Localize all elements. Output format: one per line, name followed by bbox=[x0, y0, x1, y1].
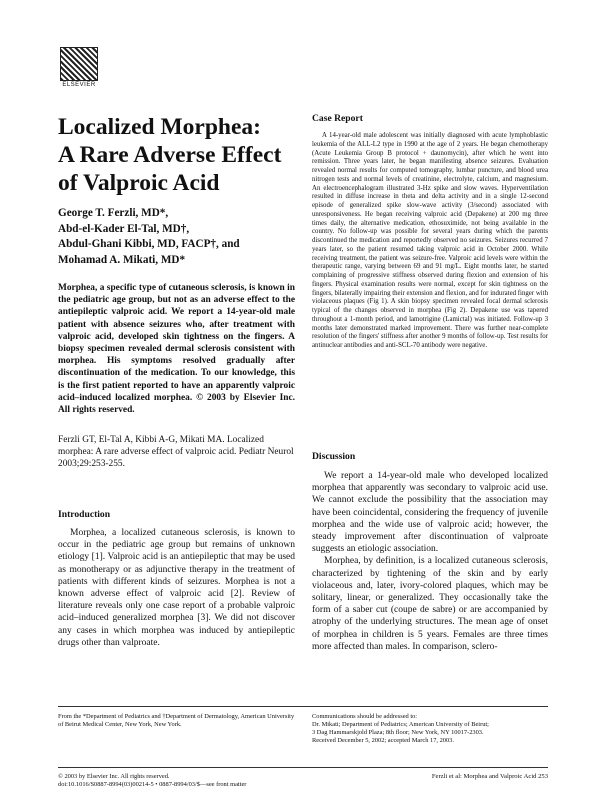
discussion-paragraph-1: We report a 14-year-old male who developed localized morphea that apparently was secondary to valproic acid use. We cannot exclude the possibility that the association may have been coincidental, considering the frequency of juvenile morphea and the wide use of valproic acid; however, the steady improvement after discontinuation of valproate suggests an etiologic association. bbox=[312, 471, 548, 555]
elsevier-tree-icon bbox=[60, 47, 98, 81]
title-line-1: Localized Morphea: bbox=[58, 114, 261, 140]
affiliation-footnote: From the *Department of Pediatrics and †Department of Dermatology, American University of Beirut Medical Center, New York, New York. bbox=[58, 713, 295, 728]
correspondence-line-4: Received December 5, 2002; accepted March 17, 2003. bbox=[312, 737, 454, 744]
case-report-text: A 14-year-old male adolescent was initially diagnosed with acute lymphoblastic leukemia of the ALL-L2 type in 1990 at the age of 2 years. He began chemotherapy (Acute Leukemia Group B protocol + daunomycin), after which he went into remission. Three years later, he began manifesting absence seizures. Evaluation revealed normal results for computed tomography, lumbar puncture, and blood urea nitrogen tests and normal levels of creatinine, electrolyte, calcium, and magnesium. An electroencephalogram illustrated 3-Hz spike and slow waves. Hyperventilation resulted in diffuse increase in theta and delta activity and in a single 12-second episode of generalized spike slow-wave activity (3/second) associated with unresponsiveness. He began receiving valproic acid (Depakene) at 200 mg three times daily, the alternative medication, ethosuximide, not being available in the country. No follow-up was possible for several years during which the parents discontinued the medication and reportedly observed no seizures. Seizures recurred 7 years later, so the patient resumed taking valproic acid in October 2000. While receiving treatment, the patient was seizure-free. Valproic acid levels were within the therapeutic range, varying between 69 and 91 mg/L. Eight months later, he started complaining of progressive stiffness observed during flexion and extension of his fingers. Physical examination results were normal, except for skin tightness on the fingers, bilaterally impairing their extension and flexion, and for indurated finger with violaceous plaques (Fig 1). A skin biopsy specimen revealed focal dermal sclerosis typical of the changes observed in morphea (Fig 2). Depakene use was tapered throughout a 1-month period, and lamotrigine (Lamictal) was initiated. Follow-up 3 months later demonstrated marked improvement. There was further near-complete resolution of the fingers' stiffness after another 9 months of follow-up. Test results for antinuclear antibodies and anti-SCL-70 antibody were negative. bbox=[312, 132, 548, 349]
author-3: Abdul-Ghani Kibbi, MD, FACP†, and bbox=[58, 238, 240, 250]
citation: Ferzli GT, El-Tal A, Kibbi A-G, Mikati MA. Localized morphea: A rare adverse effect of valproic acid. Pediatr Neurol 2003;29:253-255. bbox=[58, 435, 294, 470]
title-line-3: of Valproic Acid bbox=[58, 170, 220, 196]
author-list bbox=[58, 206, 308, 268]
copyright-footer bbox=[58, 773, 358, 789]
correspondence-line-1: Communications should be addressed to: bbox=[312, 713, 418, 720]
case-report-heading: Case Report bbox=[312, 113, 363, 124]
title-line-2: A Rare Adverse Effect bbox=[58, 142, 282, 168]
discussion-paragraph-2: Morphea, by definition, is a localized cutaneous sclerosis, characterized by tightening of the skin and by early violaceous and, later, ivory-colored plaques, which may be solitary, linear, or generalized. They occasionally take the form of a saber cut (coupe de sabre) or are accompanied by atrophy of the underlying structures. The mean age of onset of morphea in children is 5 years. Females are three times more affected than males. In comparison, sclero- bbox=[312, 556, 548, 652]
copyright-line: © 2003 by Elsevier Inc. All rights reserved. bbox=[58, 773, 170, 780]
discussion-body bbox=[312, 470, 548, 653]
correspondence-line-3: 3 Dag Hammarskjold Plaza; 8th floor; New York, NY 10017-2303. bbox=[312, 729, 484, 736]
elsevier-logo bbox=[60, 47, 98, 91]
author-2: Abd-el-Kader El-Tal, MD†, bbox=[58, 222, 190, 235]
correspondence-line-2: Dr. Mikati; Department of Pediatrics; American University of Beirut; bbox=[312, 721, 489, 728]
footnote-divider bbox=[58, 706, 548, 707]
author-1: George T. Ferzli, MD*, bbox=[58, 207, 169, 219]
logo-text: ELSEVIER bbox=[62, 82, 96, 88]
introduction-heading: Introduction bbox=[58, 509, 111, 520]
running-footer: Ferzli et al: Morphea and Valproic Acid 253 bbox=[431, 773, 548, 780]
correspondence-footnote bbox=[312, 713, 548, 745]
introduction-text: Morphea, a localized cutaneous sclerosis, is known to occur in the pediatric age group but remains of unknown etiology [1]. Valproic acid is an antiepileptic that may be used as monotherapy or as adjunctive therapy in the treatment of patients with different kinds of seizures. Morphea is not a known adverse effect of valproic acid [2]. Review of literature reveals only one case report of a probable valproic acid–induced generalized morphea [3]. We did not discover any cases in which morphea was induced by antiepileptic drugs other than valproate. bbox=[58, 528, 295, 648]
doi-line: doi:10.1016/S0887-8994(03)00214-5 • 0887-8994/03/$—see front matter bbox=[58, 781, 247, 788]
author-4: Mohamad A. Mikati, MD* bbox=[58, 253, 186, 266]
discussion-heading: Discussion bbox=[312, 451, 356, 462]
abstract: Morphea, a specific type of cutaneous sclerosis, is known in the pediatric age group, but not as an adverse effect to the antiepileptic valproic acid. We report a 14-year-old male patient with absence seizures who, after treatment with valproic acid, developed skin tightness on the fingers. A biopsy specimen revealed dermal sclerosis consistent with morphea. His symptoms resolved gradually after discontinuation of the medication. To our knowledge, this is the first patient reported to have an apparently valproic acid–induced localized morphea. © 2003 by Elsevier Inc. All rights reserved. bbox=[58, 283, 295, 416]
footer-divider bbox=[58, 767, 548, 768]
article-title bbox=[58, 113, 298, 197]
